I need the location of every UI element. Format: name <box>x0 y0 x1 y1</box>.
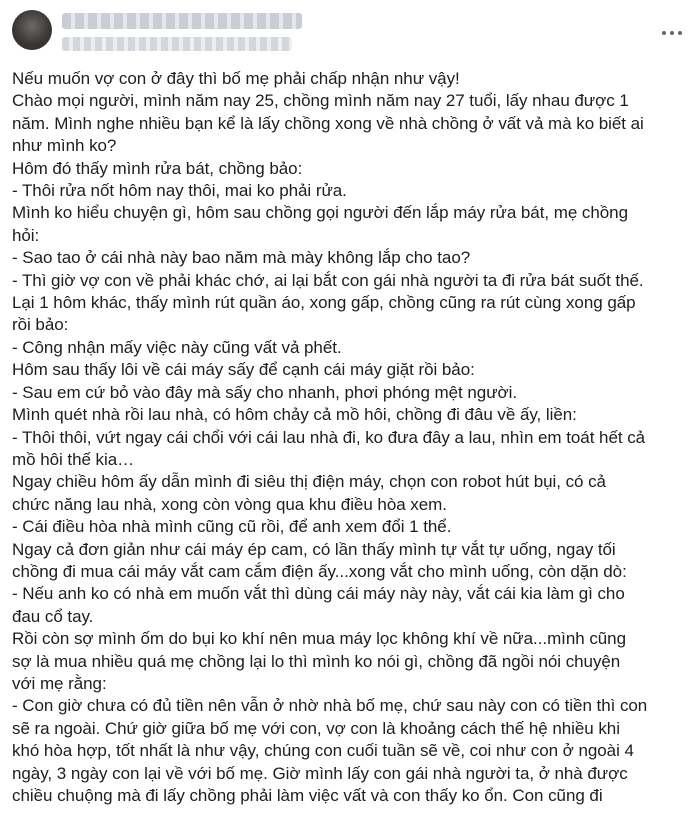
post-text-line: Ngay cả đơn giản như cái máy ép cam, có lần thấy mình tự vắt tự uống, ngay tối <box>12 539 616 559</box>
more-horizontal-icon-dot <box>678 31 682 35</box>
post-text-line: khó hòa hợp, tốt nhất là như vậy, chúng con cuối tuần sẽ về, coi như con ở ngoài 4 <box>12 741 634 761</box>
post-text-line: Rồi còn sợ mình ốm do bụi ko khí nên mua máy lọc không khí về nữa...mình cũng <box>12 629 626 649</box>
post-text-line: với mẹ rằng: <box>12 673 107 693</box>
more-horizontal-icon-dot <box>670 31 674 35</box>
post-text-line: - Cái điều hòa nhà mình cũng cũ rồi, để anh xem đổi 1 thể. <box>12 517 452 537</box>
more-options-button[interactable] <box>654 18 690 48</box>
post-text-line: ngày, 3 ngày con lại về với bố mẹ. Giờ mình lấy con gái nhà người ta, ở nhà được <box>12 763 628 783</box>
post-text-line: Lại 1 hôm khác, thấy mình rút quần áo, xong gấp, chồng cũng ra rút cùng xong gấp <box>12 293 636 313</box>
post-text-line: Hôm sau thấy lôi về cái máy sấy để cạnh cái máy giặt rồi bảo: <box>12 360 475 380</box>
post-text-line: - Sau em cứ bỏ vào đây mà sấy cho nhanh, phơi phóng mệt người. <box>12 382 518 402</box>
post-text-line: - Thôi rửa nốt hôm nay thôi, mai ko phải rửa. <box>12 181 347 201</box>
post-text-line: Nếu muốn vợ con ở đây thì bố mẹ phải chấp nhận như vậy! <box>12 69 460 88</box>
post-text-line: sợ là mua nhiều quá mẹ chồng lại lo thì mình ko nói gì, chồng đã ngồi nói chuyện <box>12 651 621 671</box>
post-text-line: như mình ko? <box>12 136 117 156</box>
post-text-line: Hôm đó thấy mình rửa bát, chồng bảo: <box>12 158 303 178</box>
avatar[interactable] <box>12 10 52 50</box>
post-text-line: chồng đi mua cái máy vắt cam cắm điện ấy...xong vắt cho mình uống, còn dặn dò: <box>12 561 627 581</box>
post-text-line: - Công nhận mấy việc này cũng vất vả phết. <box>12 337 342 357</box>
post-text-line: - Nếu anh ko có nhà em muốn vắt thì dùng cái máy này này, vắt cái kia làm gì cho <box>12 584 625 604</box>
post-text-line: Ngay chiều hôm ấy dẫn mình đi siêu thị điện máy, chọn con robot hút bụi, có cả <box>12 472 606 492</box>
post-meta-blurred <box>62 37 292 51</box>
post-text-line: mồ hôi thế kia… <box>12 449 135 469</box>
post-text-line: rồi bảo: <box>12 315 69 335</box>
post-text-line: chức năng lau nhà, xong còn vòng qua khu điều hòa xem. <box>12 494 447 514</box>
post-text-line: Mình quét nhà rồi lau nhà, có hôm chảy cả mồ hôi, chồng đi đâu về ấy, liền: <box>12 405 577 425</box>
author-name-blurred[interactable] <box>62 13 302 29</box>
post-text-line: đau cổ tay. <box>12 606 94 626</box>
post-text-line: năm. Mình nghe nhiều bạn kể là lấy chồng xong về nhà chồng ở vất vả mà ko biết ai <box>12 113 644 133</box>
post-text-line: - Thôi thôi, vứt ngay cái chổi với cái lau nhà đi, ko đưa đây a lau, nhìn em toát hết cả <box>12 427 646 447</box>
post-text-line: - Con giờ chưa có đủ tiền nên vẫn ở nhờ nhà bố mẹ, chứ sau này con có tiền thì con <box>12 696 648 716</box>
post-text-line: chiều chuộng mà đi lấy chồng phải làm việc vất và con thấy ko ổn. Con cũng đi <box>12 786 603 805</box>
post-text-line: - Sao tao ở cái nhà này bao năm mà mày không lắp cho tao? <box>12 248 471 268</box>
post-body <box>12 68 696 807</box>
post-text-line: Mình ko hiểu chuyện gì, hôm sau chồng gọi người đến lắp máy rửa bát, mẹ chồng <box>12 203 628 223</box>
more-horizontal-icon <box>662 31 666 35</box>
post-text-line: hỏi: <box>12 225 40 245</box>
post-header <box>0 0 700 66</box>
post-text-line: sẽ ra ngoài. Chứ giờ giữa bố mẹ với con, vợ con là khoảng cách thế hệ nhiều khi <box>12 718 620 738</box>
post-text-line: Chào mọi người, mình năm nay 25, chồng mình năm nay 27 tuổi, lấy nhau được 1 <box>12 91 629 111</box>
post-text-line: - Thì giờ vợ con về phải khác chớ, ai lại bắt con gái nhà người ta đi rửa bát suốt thế. <box>12 270 644 290</box>
